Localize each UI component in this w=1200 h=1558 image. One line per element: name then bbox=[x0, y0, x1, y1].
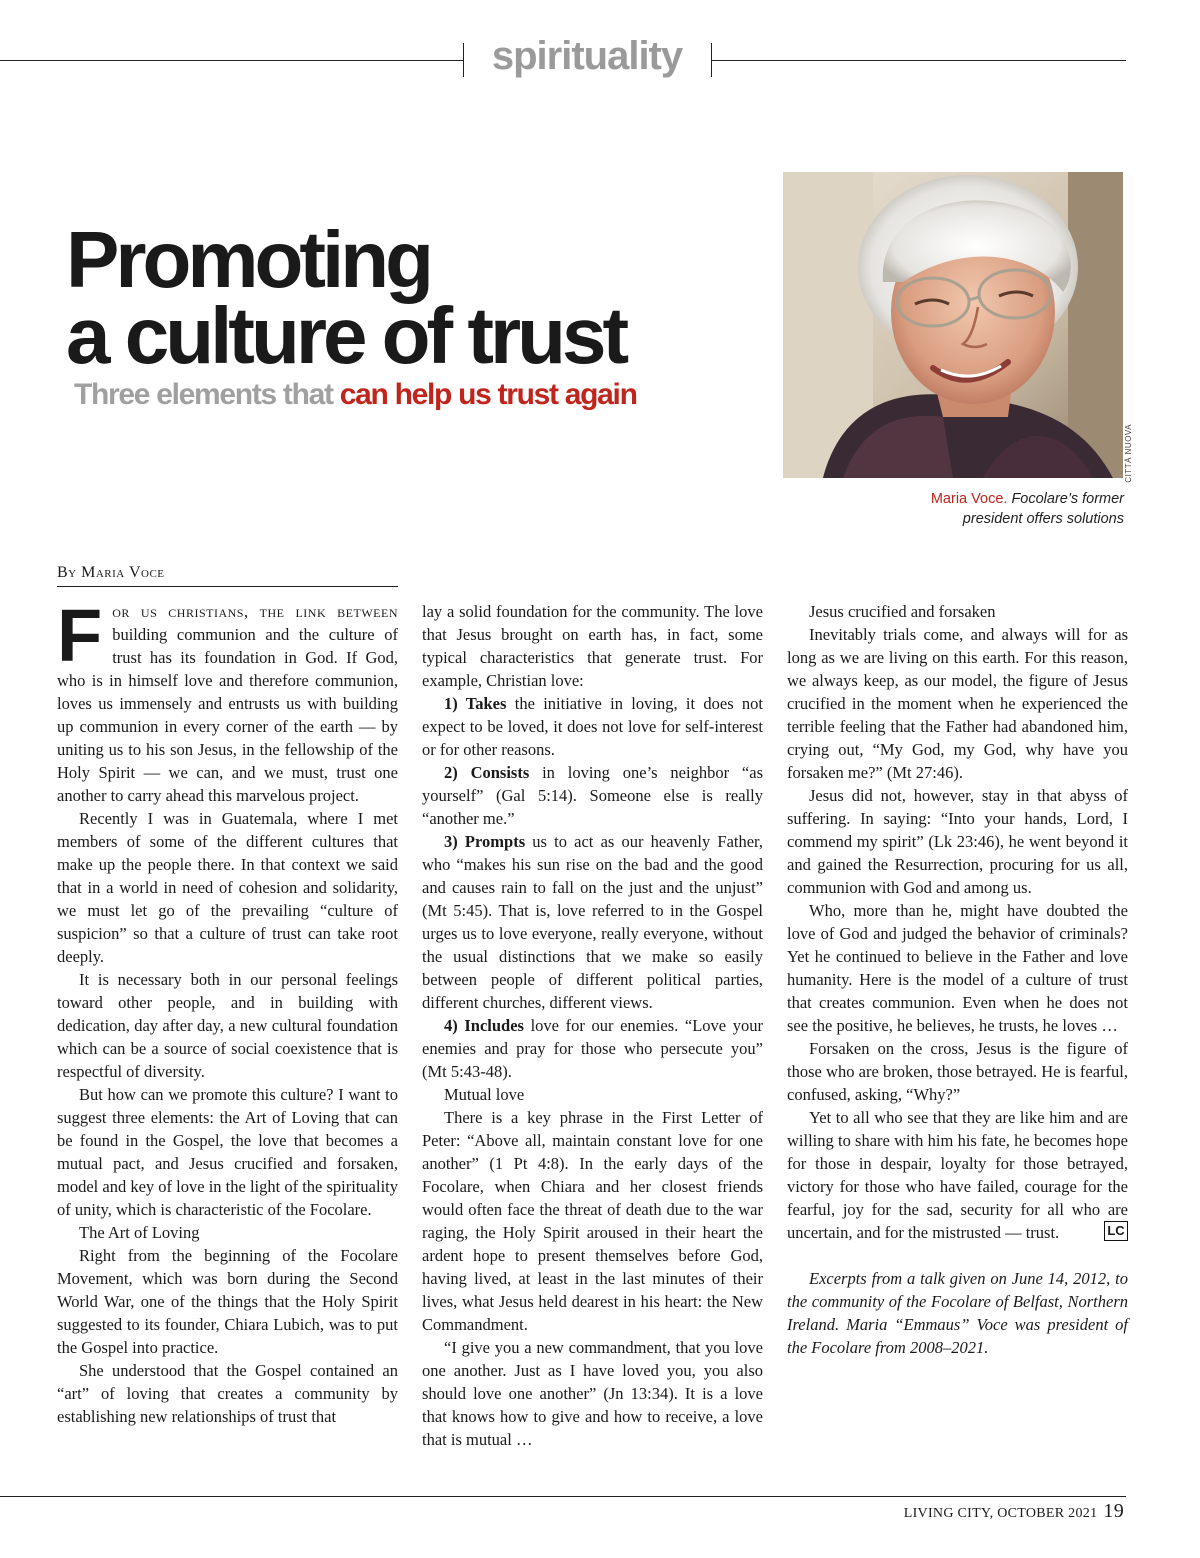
paragraph: “I give you a new commandment, that you love one another. Just as I have loved you, you also should love one another” (Jn 13:34). It is a love that knows how to give and how to receive, a love that is mutual … bbox=[422, 1338, 763, 1449]
column-1 bbox=[57, 594, 398, 1428]
list-item-lead: 1) Takes bbox=[444, 694, 507, 713]
paragraph: But how can we promote this culture? I want to suggest three elements: the Art of Loving that can be found in the Gospel, the love that becomes a mutual pact, and Jesus crucified and forsaken, model and key of love in the light of the spirituality of unity, which is characteristic of the Focolare. bbox=[57, 1085, 398, 1219]
header-rule-left bbox=[0, 60, 463, 61]
list-item-text: love for our enemies. “Love your enemies and pray for those who persecute you” (Mt 5:43-48). bbox=[422, 1016, 763, 1081]
list-item-text: in loving one’s neighbor “as yourself” (Gal 5:14). Someone else is really “another me.” bbox=[422, 763, 763, 828]
paragraph: Right from the beginning of the Focolare Movement, which was born during the Second World War, one of the things that the Holy Spirit suggested to its founder, Chiara Lubich, was to put the Gospel into practice. bbox=[57, 1246, 398, 1357]
paragraph bbox=[787, 1106, 1128, 1244]
list-item bbox=[422, 830, 763, 1014]
closing-text: Yet to all who see that they are like him and are willing to share with him his fate, he becomes hope for those in despair, loyalty for those betrayed, victory for those who have failed, courage for the fearful, joy for the sad, security for all who are uncertain, and for the mistrusted — trust. bbox=[787, 1108, 1128, 1242]
publication-name: LIVING CITY, OCTOBER 2021 bbox=[903, 1506, 1098, 1521]
list-item bbox=[422, 761, 763, 830]
paragraph: Forsaken on the cross, Jesus is the figure of those who are broken, those betrayed. He is fearful, confused, asking, “Why?” bbox=[787, 1039, 1128, 1104]
header-rule-right bbox=[711, 60, 1126, 61]
list-item-lead: 2) Consists bbox=[444, 763, 530, 782]
subtitle-grey: Three elements that bbox=[74, 378, 340, 411]
drop-cap: F bbox=[57, 594, 103, 677]
list-item-lead: 4) Includes bbox=[444, 1016, 524, 1035]
subhead-art-of-loving: The Art of Loving bbox=[79, 1223, 200, 1242]
column-3 bbox=[787, 600, 1128, 1359]
portrait-illustration bbox=[783, 172, 1123, 478]
list-item-text: the initiative in loving, it does not expect to be loved, it does not love for self-interest or for other reasons. bbox=[422, 694, 764, 759]
caption-text-1: Focolare’s former bbox=[1007, 491, 1124, 507]
paragraph: Inevitably trials come, and always will for as long as we are living on this earth. For this reason, we always keep, as our model, the figure of Jesus crucified in the moment when he experienced the terrible feeling that the Father had abandoned him, crying out, “My God, my God, why have you forsaken me?” (Mt 27:46). bbox=[787, 625, 1128, 782]
end-mark-logo: LC bbox=[1104, 1221, 1128, 1241]
column-2 bbox=[422, 600, 763, 1451]
title-line-2: a culture of trust bbox=[66, 291, 626, 380]
paragraph: lay a solid foundation for the community. The love that Jesus brought on earth has, in fact, some typical characteristics that generate trust. For example, Christian love: bbox=[422, 602, 763, 690]
list-item bbox=[422, 1014, 763, 1083]
byline-rule bbox=[57, 586, 398, 587]
caption-name: Maria Voce. bbox=[930, 491, 1008, 507]
photo-caption bbox=[824, 489, 1124, 529]
paragraph: Recently I was in Guatemala, where I met members of some of the different cultures that make up the people there. In that context we said that in a world in need of cohesion and solidarity, we must let go of the prevailing “culture of suspicion” so that a culture of trust can take root deeply. bbox=[57, 809, 398, 966]
portrait-photo bbox=[783, 172, 1123, 478]
title-line-1: Promoting bbox=[66, 215, 430, 304]
page-footer bbox=[904, 1500, 1124, 1523]
list-item-lead: 3) Prompts bbox=[444, 832, 526, 851]
header-divider-left bbox=[463, 43, 464, 77]
excerpt-note: Excerpts from a talk given on June 14, 2012, to the community of the Focolare of Belfast, Northern Ireland. Maria “Emmaus” Voce was president of the Focolare from 2008–2021. bbox=[787, 1269, 1128, 1357]
article-subtitle bbox=[74, 378, 637, 412]
subhead-mutual-love: Mutual love bbox=[444, 1085, 525, 1104]
paragraph: She understood that the Gospel contained an “art” of loving that creates a community by establishing new relationships of trust that bbox=[57, 1361, 398, 1426]
section-label: spirituality bbox=[491, 34, 683, 78]
photo-credit: CITTÀ NUOVA bbox=[1124, 424, 1133, 483]
list-item bbox=[422, 692, 763, 761]
intro-paragraph bbox=[57, 594, 398, 807]
paragraph: It is necessary both in our personal feelings toward other people, and in building with dedication, day after day, a new cultural foundation which can be a source of social coexistence that is respectful of diversity. bbox=[57, 970, 398, 1081]
footer-rule bbox=[0, 1496, 1126, 1497]
page-number: 19 bbox=[1103, 1500, 1124, 1522]
caption-text-2: president offers solutions bbox=[962, 511, 1124, 527]
paragraph: There is a key phrase in the First Letter of Peter: “Above all, maintain constant love for one another” (1 Pt 4:8). In the early days of the Focolare, when Chiara and her closest friends would often face the threat of death due to the war raging, the Holy Spirit aroused in their heart the ardent hope to present themselves before God, having lived, at least in the last minutes of their lives, what Jesus held dearest in his heart: the New Commandment. bbox=[422, 1108, 763, 1334]
intro-text: building communion and the culture of trust has its foundation in God. If God, who is in himself love and therefore communion, loves us immensely and entrusts us with building up communion in every corner of the earth — by uniting us to his son Jesus, in the fellowship of the Holy Spirit — we can, and we must, trust one another to carry ahead this marvelous project. bbox=[57, 625, 398, 805]
byline: By Maria Voce bbox=[57, 564, 165, 581]
intro-lead: or us christians, the link between bbox=[112, 602, 398, 621]
paragraph: Who, more than he, might have doubted the love of God and judged the behavior of criminals? Yet he continued to believe in the Father and love humanity. Here is the model of a culture of trust that creates communion. Even when he does not see the positive, he believes, he trusts, he loves … bbox=[787, 901, 1128, 1035]
subhead-jesus-crucified: Jesus crucified and forsaken bbox=[809, 602, 996, 621]
list-item-text: us to act as our heavenly Father, who “makes his sun rise on the bad and the good and causes rain to fall on the just and the unjust” (Mt 5:45). That is, love referred to in the Gospel urges us to love everyone, really everyone, without the usual distinctions that we make so easily between people of different political parties, different churches, different views. bbox=[422, 832, 764, 1012]
article-title bbox=[66, 215, 626, 380]
paragraph: Jesus did not, however, stay in that abyss of suffering. In saying: “Into your hands, Lord, I commend my spirit” (Lk 23:46), he went beyond it and gained the Resurrection, procuring for us all, communion with God and among us. bbox=[787, 786, 1128, 897]
subtitle-red: can help us trust again bbox=[339, 378, 637, 411]
